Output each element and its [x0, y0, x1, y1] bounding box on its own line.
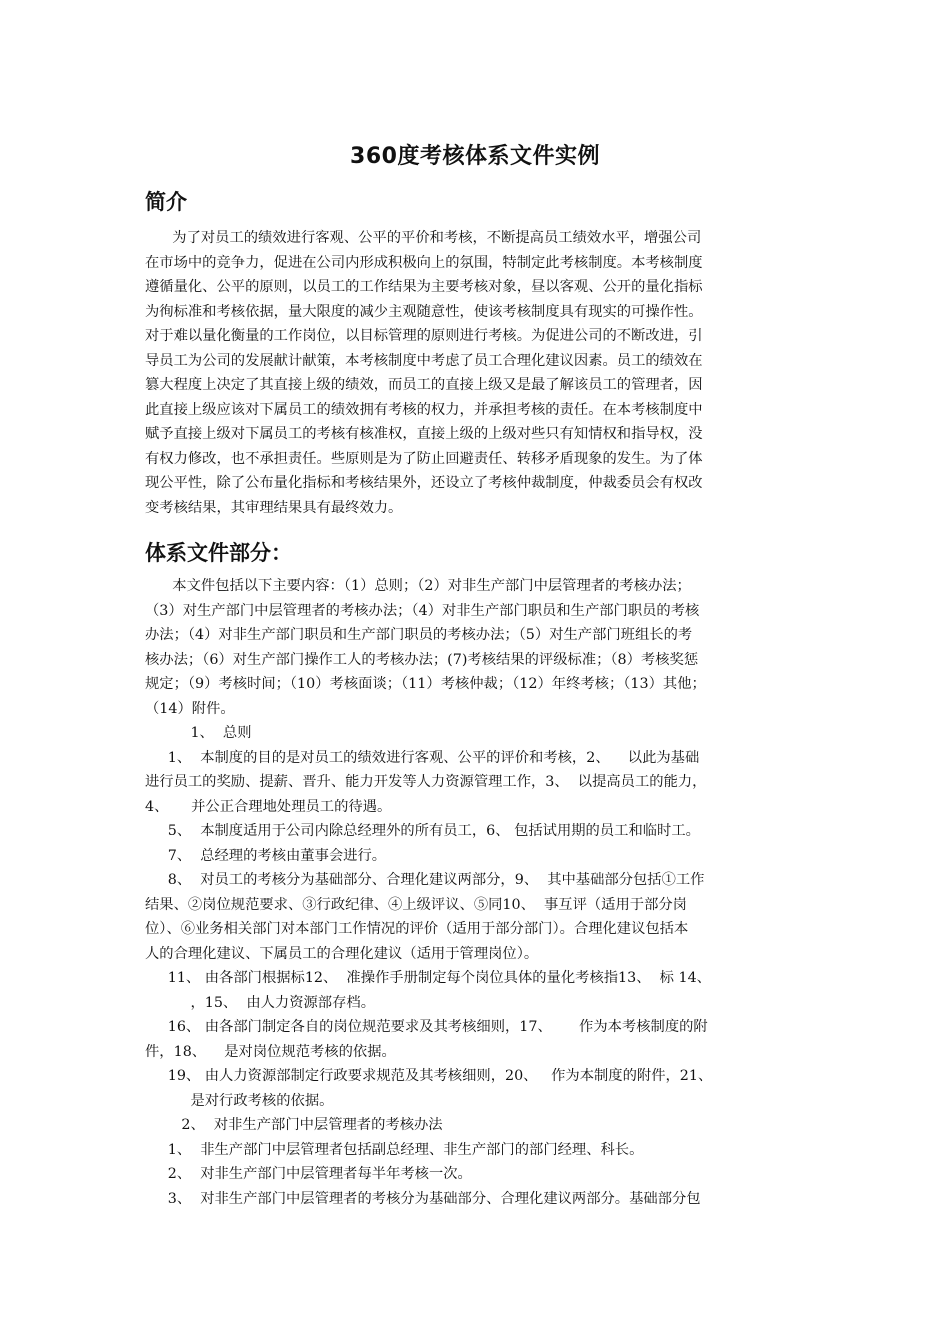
text-line: 有权力修改，也不承担责任。些原则是为了防止回避责任、转移矛盾现象的发生。为了体	[145, 450, 703, 467]
text-line: 结果、②岗位规范要求、③行政纪律、④上级评议、⑤同10、 事互评（适用于部分岗	[145, 896, 687, 913]
text-line: 本文件包括以下主要内容：（1）总则；（2）对非生产部门中层管理者的考核办法；	[145, 578, 691, 594]
text-line: 是对行政考核的依据。	[145, 1092, 334, 1109]
text-line: 位）、⑥业务相关部门对本部门工作情况的评价（适用于部分部门）。合理化建议包括本	[145, 921, 689, 937]
text-line: 导员工为公司的发展献计献策，本考核制度中考虑了员工合理化建议因素。员工的绩效在	[145, 352, 703, 369]
text-line: 此直接上级应该对下属员工的绩效拥有考核的权力，并承担考核的责任。在本考核制度中	[145, 401, 703, 418]
text-line: 5、 本制度适用于公司内除总经理外的所有员工，6、 包括试用期的员工和临时工。	[145, 823, 700, 839]
text-line: 1、 非生产部门中层管理者包括副总经理、非生产部门的部门经理、科长。	[145, 1141, 644, 1158]
text-line: 办法；（4）对非生产部门职员和生产部门职员的考核办法；（5）对生产部门班组长的考	[145, 627, 693, 643]
section-heading-system-docs: 体系文件部分：	[145, 541, 292, 565]
text-line: 3、 对非生产部门中层管理者的考核分为基础部分、合理化建议两部分。基础部分包	[145, 1190, 701, 1207]
text-line: 2、 对非生产部门中层管理者的考核办法	[145, 1117, 443, 1133]
text-line: 现公平性，除了公布量化指标和考核结果外，还设立了考核仲裁制度，仲裁委员会有权改	[145, 475, 703, 491]
text-line: 进行员工的奖励、提薪、晋升、能力开发等人力资源管理工作，3、 以提高员工的能力，	[145, 774, 707, 790]
text-line: 规定；（9）考核时间；（10）考核面谈；（11）考核仲裁；（12）年终考核；（13）其他；	[145, 676, 706, 692]
text-line: （14）附件。	[145, 700, 235, 717]
text-line: 2、 对非生产部门中层管理者每半年考核一次。	[145, 1166, 472, 1182]
text-line: 1、 总则	[145, 725, 252, 741]
document-title: 360度考核体系文件实例	[350, 144, 600, 169]
text-line: 核办法；（6）对生产部门操作工人的考核办法；(7)考核结果的评级标准；（8）考核奖惩	[145, 651, 699, 668]
text-line: 为了对员工的绩效进行客观、公平的平价和考核，不断提高员工绩效水平，增强公司	[145, 230, 702, 246]
text-line: 16、 由各部门制定各自的岗位规范要求及其考核细则，17、 作为本考核制度的附	[145, 1019, 708, 1035]
text-line: 1、 本制度的目的是对员工的绩效进行客观、公平的评价和考核，2、 以此为基础	[145, 749, 700, 766]
text-line: 人的合理化建议、下属员工的合理化建议（适用于管理岗位）。	[145, 945, 539, 962]
text-line: 为徇标准和考核依据，量大限度的减少主观随意性，使该考核制度具有现实的可操作性。	[145, 303, 703, 320]
text-line: 篡大程度上决定了其直接上级的绩效，而员工的直接上级又是最了解该员工的管理者，因	[145, 377, 703, 393]
text-line: 19、 由人力资源部制定行政要求规范及其考核细则，20、 作为本制度的附件，21、	[145, 1068, 713, 1084]
text-line: 7、 总经理的考核由董事会进行。	[145, 847, 387, 864]
text-line: 件，18、 是对岗位规范考核的依据。	[145, 1043, 396, 1060]
section-body-intro	[145, 226, 815, 520]
text-line: （3）对生产部门中层管理者的考核办法；（4）对非生产部门职员和生产部门职员的考核	[145, 602, 700, 619]
text-line: 11、 由各部门根据标12、 准操作手册制定每个岗位具体的量化考核指13、 标 14、	[145, 970, 711, 986]
section-heading-intro: 简介	[145, 190, 187, 214]
text-line: 在市场中的竞争力，促进在公司内形成积极向上的氛围，特制定此考核制度。本考核制度	[145, 254, 703, 271]
text-line: 变考核结果，其审理结果具有最终效力。	[145, 499, 403, 516]
text-line: 4、 并公正合理地处理员工的待遇。	[145, 798, 392, 815]
section-body-system-docs	[145, 574, 815, 1211]
text-line: ，15、 由人力资源部存档。	[145, 994, 375, 1011]
text-line: 遵循量化、公平的原则，以员工的工作结果为主要考核对象，昼以客观、公开的量化指标	[145, 279, 703, 295]
text-line: 8、 对员工的考核分为基础部分、合理化建议两部分，9、 其中基础部分包括①工作	[145, 872, 705, 888]
text-line: 赋予直接上级对下属员工的考核有核准权，直接上级的上级对些只有知情权和指导权，没	[145, 426, 703, 442]
text-line: 对于难以量化衡量的工作岗位，以目标管理的原则进行考核。为促进公司的不断改进，引	[145, 328, 703, 344]
